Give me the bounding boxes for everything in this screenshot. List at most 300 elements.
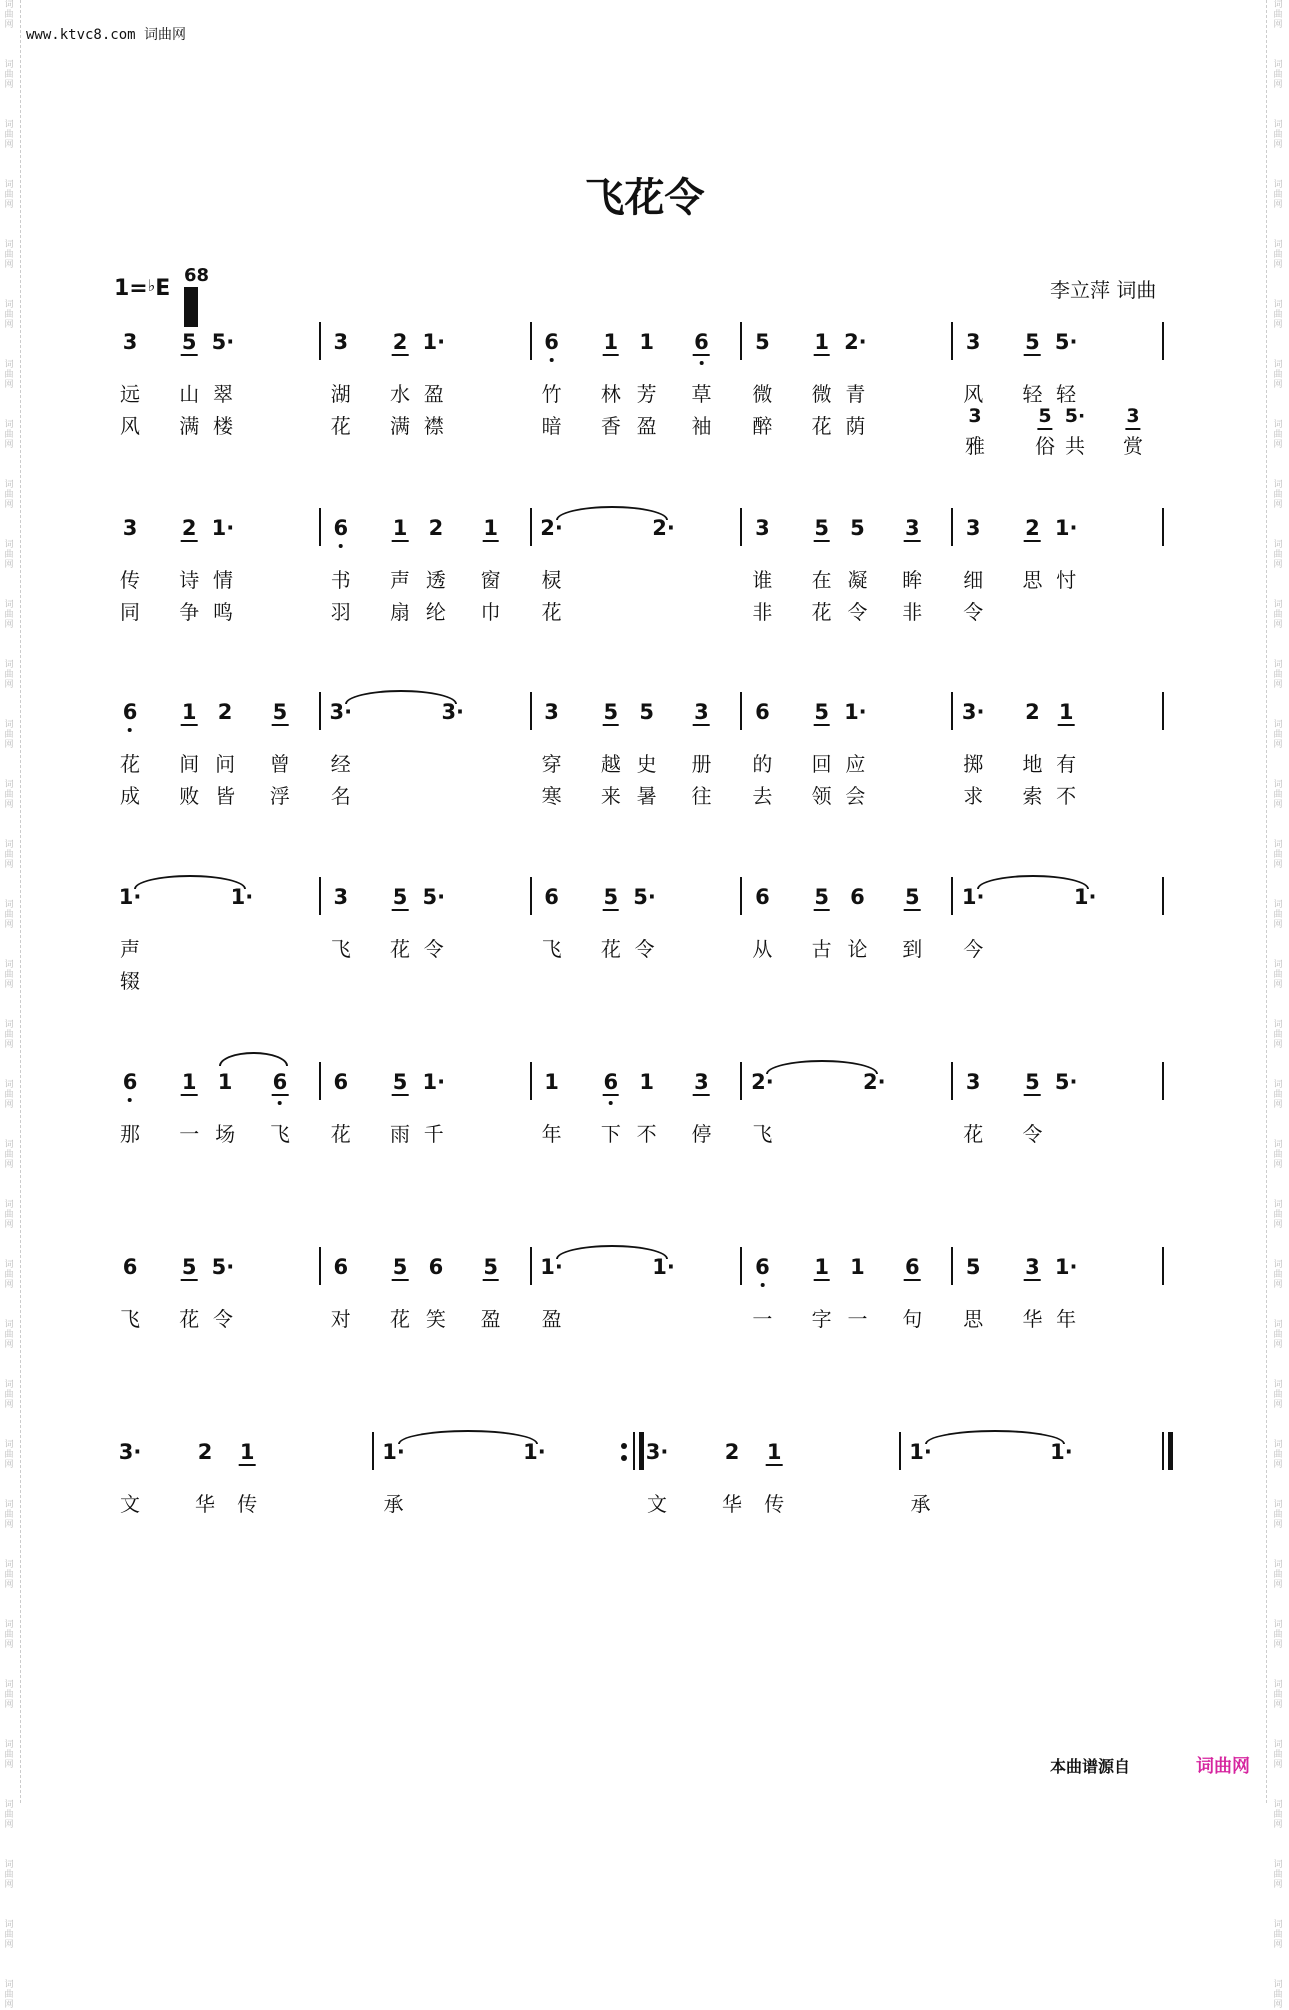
lyric-verse2: 花: [811, 600, 832, 624]
watermark-glyph: 词 曲 网: [1273, 120, 1283, 150]
note: 5: [603, 700, 619, 724]
note: 5: [814, 516, 829, 540]
note: 1·: [523, 1440, 546, 1464]
watermark-glyph: 词 曲 网: [4, 1500, 14, 1530]
lyric-verse1: 思: [963, 1307, 984, 1331]
lyric-verse1: 山: [179, 382, 200, 406]
tie-arc: [766, 1060, 878, 1074]
lyric-verse1: 思: [1022, 568, 1043, 592]
lyric-verse1: 飞: [752, 1122, 773, 1146]
note: 1·: [1054, 1255, 1078, 1279]
score-system: [0, 688, 1289, 868]
lyric-verse1: 声: [390, 568, 411, 592]
lyric-verse1: 花: [963, 1122, 984, 1146]
note: 1·: [961, 885, 985, 909]
lyric-verse1: 花: [179, 1307, 200, 1331]
barline: [530, 877, 532, 915]
lyric-verse2: 来: [600, 784, 621, 808]
lyric-verse1: 的: [752, 752, 773, 776]
lyric-verse2: 皆: [215, 784, 236, 808]
lyric-verse2: 风: [120, 414, 140, 438]
note: 3·: [961, 700, 985, 724]
barline: [319, 1062, 321, 1100]
watermark-glyph: 词 曲 网: [1273, 1140, 1283, 1170]
watermark-glyph: 词 曲 网: [1273, 60, 1283, 90]
lyric-verse1: 停: [691, 1122, 712, 1146]
note: 3: [904, 516, 920, 540]
score-system: [0, 1428, 1289, 1608]
lyric-verse1: 谁: [752, 568, 773, 592]
barline: [1162, 508, 1164, 546]
watermark-glyph: 词 曲 网: [1273, 900, 1283, 930]
lyric-verse2: 花: [811, 414, 832, 438]
lyric-verse1: 今: [963, 937, 984, 961]
lyric-verse1: 声: [120, 937, 140, 961]
note: 6: [428, 1255, 444, 1279]
variant-note: 3: [968, 405, 982, 427]
lyric-verse1: 盈: [541, 1307, 562, 1331]
watermark-glyph: 词 曲 网: [1273, 0, 1283, 30]
lyric-verse1: 微: [811, 382, 832, 406]
tie-arc: [925, 1430, 1066, 1444]
watermark-glyph: 词 曲 网: [1273, 660, 1283, 690]
lyric-verse1: 越: [600, 752, 621, 776]
lyric-verse2: 不: [1056, 784, 1077, 808]
note: 5: [181, 1255, 197, 1279]
lyric-verse2: 襟: [423, 414, 444, 438]
note: 5: [392, 1070, 408, 1094]
time-signature: [184, 266, 209, 286]
lyric-verse2: 辍: [120, 969, 140, 993]
octave-dot: [699, 361, 703, 365]
watermark-glyph: 词 曲 网: [1273, 1020, 1283, 1050]
lyric-verse1: 青: [845, 382, 866, 406]
lyric-verse1: 穿: [541, 752, 562, 776]
note: 1: [483, 516, 498, 540]
note: 3: [965, 1070, 981, 1094]
lyric-verse1: 花: [390, 1307, 411, 1331]
lyric-verse1: 年: [541, 1122, 562, 1146]
note: 3: [965, 330, 981, 354]
note: 2·: [863, 1070, 886, 1094]
lyric-verse1: 飞: [269, 1122, 290, 1146]
score-system: [0, 1243, 1289, 1423]
note: 1: [814, 330, 829, 354]
watermark-glyph: 词 曲 网: [1273, 540, 1283, 570]
watermark-glyph: 词 曲 网: [4, 1140, 14, 1170]
note: 3: [122, 330, 138, 354]
watermark-glyph: 词 曲 网: [4, 1920, 14, 1950]
lyric-verse1: 盈: [480, 1307, 501, 1331]
lyric-verse2: 鸣: [212, 600, 233, 624]
variant-note: 5: [1037, 404, 1052, 430]
watermark-glyph: 词 曲 网: [4, 540, 14, 570]
note: 5: [814, 885, 829, 909]
lyric-verse1: 微: [752, 382, 773, 406]
lyric-verse1: 文: [647, 1492, 667, 1516]
watermark-glyph: 词 曲 网: [1273, 180, 1283, 210]
lyric-verse2: 成: [120, 784, 140, 808]
lyric-verse2: 求: [963, 784, 984, 808]
barline: [530, 322, 532, 360]
barline: [319, 322, 321, 360]
lyric-verse1: 花: [600, 937, 621, 961]
lyric-verse2: 香: [600, 414, 621, 438]
lyric-verse1: 在: [811, 568, 832, 592]
watermark-glyph: 词 曲 网: [4, 420, 14, 450]
octave-dot: [550, 358, 554, 362]
note: 6: [333, 1070, 349, 1094]
note: 1·: [118, 885, 142, 909]
lyric-verse1: 笑: [425, 1307, 446, 1331]
note: 3: [694, 1070, 709, 1094]
lyric-verse1: 凝: [847, 568, 868, 592]
octave-dot: [278, 1101, 282, 1105]
barline: [1162, 692, 1164, 730]
note: 2: [724, 1440, 740, 1464]
note: 3: [333, 885, 349, 909]
lyric-verse2: 暗: [541, 414, 562, 438]
lyric-verse2: 去: [752, 784, 773, 808]
note: 5: [965, 1255, 981, 1279]
lyric-verse1: 应: [845, 752, 866, 776]
lyric-verse2: 非: [752, 600, 773, 624]
lyric-verse1: 下: [600, 1122, 621, 1146]
barline: [319, 877, 321, 915]
barline: [740, 322, 742, 360]
watermark-glyph: 词 曲 网: [1273, 1200, 1283, 1230]
note: 1·: [1050, 1440, 1073, 1464]
lyric-verse2: 往: [691, 784, 712, 808]
watermark-glyph: 词 曲 网: [4, 480, 14, 510]
note: 3: [1025, 1255, 1040, 1279]
octave-dot: [760, 1283, 764, 1287]
lyric-verse1: 令: [1022, 1122, 1043, 1146]
watermark-glyph: 词 曲 网: [4, 1680, 14, 1710]
note: 3: [965, 516, 981, 540]
lyric-verse2: 令: [963, 600, 984, 624]
watermark-glyph: 词 曲 网: [4, 720, 14, 750]
lyric-verse2: 扇: [390, 600, 411, 624]
note: 2·: [844, 330, 867, 354]
note: 5: [272, 700, 288, 724]
barline: [951, 508, 953, 546]
barline: [372, 1432, 374, 1470]
note: 1: [217, 1070, 233, 1094]
lyric-verse1: 掷: [963, 752, 984, 776]
lyric-verse1: 花: [120, 752, 140, 776]
lyric-verse2: 醉: [752, 414, 773, 438]
lyric-verse1: 令: [423, 937, 444, 961]
tie-arc: [977, 875, 1089, 889]
site-url[interactable]: www.ktvc8.com 词曲网: [26, 27, 187, 43]
watermark-glyph: 词 曲 网: [1273, 1320, 1283, 1350]
lyric-verse1: 间: [179, 752, 200, 776]
note: 3·: [118, 1440, 142, 1464]
lyric-verse1: 到: [902, 937, 923, 961]
key-signature: [114, 276, 170, 301]
watermark-glyph: 词 曲 网: [1273, 1080, 1283, 1110]
watermark-glyph: 词 曲 网: [4, 1800, 14, 1830]
lyric-verse1: 华: [1022, 1307, 1043, 1331]
barline: [951, 1247, 953, 1285]
barline: [319, 1247, 321, 1285]
watermark-glyph: 词 曲 网: [1273, 1440, 1283, 1470]
barline: [740, 877, 742, 915]
note: 6: [755, 885, 770, 909]
watermark-glyph: 词 曲 网: [1273, 840, 1283, 870]
tie-arc: [134, 875, 246, 889]
score-system: [0, 318, 1289, 498]
watermark-glyph: 词 曲 网: [1273, 960, 1283, 990]
watermark-glyph: 词 曲 网: [1273, 600, 1283, 630]
lyric-verse1: 传: [764, 1492, 785, 1516]
barline: [740, 692, 742, 730]
watermark-glyph: 词 曲 网: [4, 1560, 14, 1590]
watermark-glyph: 词 曲 网: [4, 1020, 14, 1050]
lyric-verse1: 眸: [902, 568, 923, 592]
watermark-glyph: 词 曲 网: [4, 1380, 14, 1410]
footer-source-text: 本曲谱源自: [1050, 1757, 1131, 1776]
note: 1·: [540, 1255, 563, 1279]
watermark-glyph: 词 曲 网: [4, 360, 14, 390]
note: 1: [639, 330, 654, 354]
note: 5: [814, 700, 829, 724]
note: 6: [850, 885, 865, 909]
watermark-glyph: 词 曲 网: [4, 0, 14, 30]
lyric-verse2: 花: [330, 414, 351, 438]
watermark-glyph: 词 曲 网: [4, 240, 14, 270]
lyric-verse2: 索: [1022, 784, 1043, 808]
note: 1·: [422, 1070, 446, 1094]
watermark-glyph: 词 曲 网: [4, 1980, 14, 2010]
lyric-verse2: 浮: [269, 784, 290, 808]
watermark-glyph: 词 曲 网: [1273, 1800, 1283, 1830]
watermark-glyph: 词 曲 网: [4, 900, 14, 930]
lyric-verse1: 古: [811, 937, 832, 961]
octave-dot: [339, 544, 343, 548]
note: 6: [755, 700, 770, 724]
lyric-verse1: 湖: [330, 382, 351, 406]
lyric-verse2: 荫: [845, 414, 866, 438]
variant-note: 3: [1125, 404, 1140, 430]
lyric-verse1: 轻: [1022, 382, 1043, 406]
watermark-glyph: 词 曲 网: [1273, 1860, 1283, 1890]
note: 5·: [633, 885, 656, 909]
lyric-verse1: 一: [752, 1307, 773, 1331]
lyric-verse1: 经: [330, 752, 351, 776]
barline: [1162, 1247, 1164, 1285]
note: 1: [1058, 700, 1074, 724]
watermark-glyph: 词 曲 网: [4, 1440, 14, 1470]
note: 2: [1025, 700, 1040, 724]
lyric-verse2: 巾: [480, 600, 501, 624]
lyric-verse1: 芳: [636, 382, 657, 406]
lyric-verse2: 会: [845, 784, 866, 808]
lyric-verse1: 句: [902, 1307, 923, 1331]
lyric-verse1: 一: [847, 1307, 868, 1331]
watermark-glyph: 词 曲 网: [1273, 1980, 1283, 2010]
barline: [899, 1432, 901, 1470]
note: 2: [428, 516, 444, 540]
lyric-verse1: 水: [390, 382, 411, 406]
song-title: 飞花令: [584, 174, 705, 221]
lyric-verse1: 书: [330, 568, 351, 592]
note: 1·: [844, 700, 867, 724]
watermark-glyph: 词 曲 网: [1273, 1380, 1283, 1410]
lyric-verse1: 史: [636, 752, 657, 776]
octave-dot: [128, 728, 132, 732]
watermark-glyph: 词 曲 网: [4, 1320, 14, 1350]
note: 3: [544, 700, 559, 724]
note: 5: [181, 330, 197, 354]
lyric-verse2: 花: [541, 600, 562, 624]
barline: [951, 877, 953, 915]
note: 6: [603, 1070, 620, 1096]
note: 5: [755, 330, 770, 354]
lyric-verse1: 细: [963, 568, 984, 592]
key-note: E: [155, 276, 171, 301]
time-bottom: 8: [196, 265, 210, 286]
lyric-verse1: 窗: [480, 568, 501, 592]
lyric-verse2: 盈: [636, 414, 657, 438]
lyric-verse1: 回: [811, 752, 832, 776]
lyric-verse1: 翠: [212, 382, 233, 406]
watermark-glyph: 词 曲 网: [1273, 1680, 1283, 1710]
note: 3: [122, 516, 138, 540]
note: 2: [197, 1440, 213, 1464]
barline: [1162, 877, 1164, 915]
note: 5·: [1054, 1070, 1078, 1094]
key-prefix: 1=: [114, 276, 148, 301]
barline: [530, 1062, 532, 1100]
lyric-verse2: 满: [390, 414, 411, 438]
watermark-glyph: 词 曲 网: [1273, 720, 1283, 750]
watermark-glyph: 词 曲 网: [1273, 360, 1283, 390]
lyric-verse1: 飞: [330, 937, 351, 961]
lyric-verse1: 从: [752, 937, 773, 961]
note: 5: [1025, 1070, 1040, 1094]
note: 5: [392, 1255, 408, 1279]
lyric-verse1: 花: [390, 937, 411, 961]
note: 6: [333, 1255, 349, 1279]
tie-arc: [345, 690, 457, 704]
octave-dot: [128, 1098, 132, 1102]
barline: [740, 1062, 742, 1100]
watermark-glyph: 词 曲 网: [4, 300, 14, 330]
note: 1: [544, 1070, 559, 1094]
note: 1·: [1073, 885, 1097, 909]
barline: [951, 1062, 953, 1100]
lyric-verse2: 令: [847, 600, 868, 624]
note: 1: [239, 1440, 255, 1464]
lyric-verse1: 不: [636, 1122, 657, 1146]
lyric-verse2: 暑: [636, 784, 657, 808]
note: 6: [904, 1255, 920, 1279]
lyric-verse1: 文: [120, 1492, 140, 1516]
lyric-verse1: 诗: [179, 568, 200, 592]
lyric-verse1: 对: [330, 1307, 351, 1331]
note: 5: [603, 885, 619, 909]
repeat-end-barline: [619, 1432, 649, 1476]
watermark-glyph: 词 曲 网: [4, 1080, 14, 1110]
lyric-verse1: 承: [383, 1492, 404, 1516]
watermark-glyph: 词 曲 网: [1273, 480, 1283, 510]
note: 6: [333, 516, 348, 540]
watermark-glyph: 词 曲 网: [4, 960, 14, 990]
footer-brand-link[interactable]: 词曲网: [1196, 1756, 1250, 1777]
note: 5·: [211, 330, 235, 354]
lyric-verse1: 问: [215, 752, 236, 776]
time-top: 6: [184, 265, 197, 286]
note: 6: [544, 885, 559, 909]
lyric-verse1: 雨: [390, 1122, 411, 1146]
note: 1: [639, 1070, 654, 1094]
lyric-verse1: 地: [1022, 752, 1043, 776]
lyric-verse2: 雅: [965, 434, 985, 458]
lyric-verse1: 论: [847, 937, 868, 961]
lyric-verse1: 透: [425, 568, 446, 592]
note: 2: [181, 516, 197, 540]
lyric-verse1: 轻: [1056, 382, 1077, 406]
note: 1·: [230, 885, 254, 909]
lyric-verse1: 承: [910, 1492, 931, 1516]
note: 2·: [652, 516, 675, 540]
note: 2: [392, 330, 408, 354]
lyric-verse1: 情: [212, 568, 233, 592]
lyric-verse2: 共: [1065, 434, 1085, 458]
lyric-verse1: 林: [600, 382, 621, 406]
note: 1·: [382, 1440, 405, 1464]
note: 1·: [211, 516, 235, 540]
lyric-verse1: 华: [195, 1492, 216, 1516]
lyric-verse1: 字: [811, 1307, 832, 1331]
note: 3: [333, 330, 349, 354]
note: 6: [272, 1070, 289, 1096]
barline: [1162, 1062, 1164, 1100]
flat-sign: ♭: [147, 276, 156, 295]
note: 3·: [329, 700, 353, 724]
author-credit: 李立萍 词曲: [1050, 278, 1157, 302]
barline: [319, 508, 321, 546]
lyric-verse1: 令: [634, 937, 655, 961]
lyric-verse1: 飞: [541, 937, 562, 961]
lyric-verse1: 千: [423, 1122, 444, 1146]
note: 5: [850, 516, 865, 540]
note: 1: [850, 1255, 865, 1279]
tie-arc: [556, 1245, 668, 1259]
note: 5: [1025, 330, 1040, 354]
watermark-glyph: 词 曲 网: [4, 1620, 14, 1650]
octave-dot: [609, 1101, 613, 1105]
barline: [530, 692, 532, 730]
lyric-verse1: 飞: [120, 1307, 140, 1331]
note: 2·: [751, 1070, 774, 1094]
lyric-verse2: 寒: [541, 784, 562, 808]
watermark-glyph: 词 曲 网: [1273, 1500, 1283, 1530]
lyric-verse2: 名: [330, 784, 351, 808]
score-system: [0, 1058, 1289, 1238]
watermark-glyph: 词 曲 网: [4, 60, 14, 90]
note: 3·: [645, 1440, 669, 1464]
note: 3: [755, 516, 770, 540]
lyric-verse1: 年: [1056, 1307, 1077, 1331]
lyric-verse2: 同: [120, 600, 140, 624]
score-system: [0, 873, 1289, 1053]
lyric-verse2: 非: [902, 600, 923, 624]
watermark-glyph: 词 曲 网: [4, 120, 14, 150]
note: 1: [603, 330, 619, 354]
